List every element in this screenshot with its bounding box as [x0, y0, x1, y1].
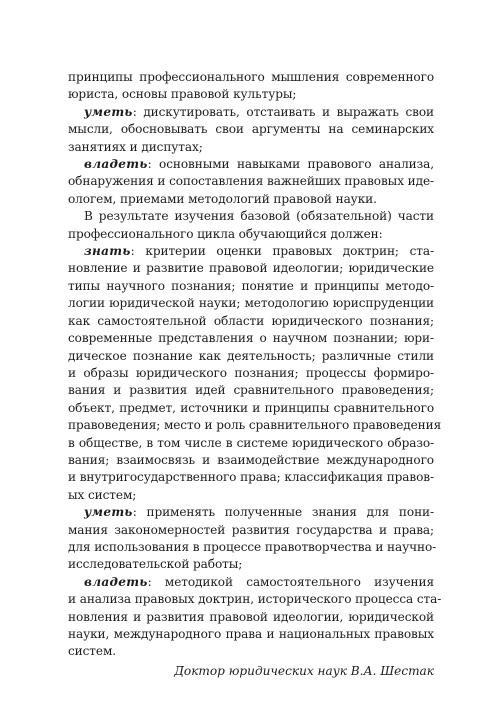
line-text: ых систем;: [68, 487, 137, 502]
line-text: новление и развитие правовой идеологии; юридические: [68, 261, 434, 276]
text-line: [68, 121, 434, 138]
line-text: и внутригосударственного права; классификация правов-: [68, 470, 434, 485]
line-text: как самостоятельной области юридического познания;: [68, 313, 434, 328]
text-line: [68, 348, 434, 365]
line-text: для использования в процессе правотворчества и научно-: [68, 539, 437, 554]
text-line: [68, 435, 434, 452]
text-line: [68, 643, 434, 660]
line-text: логии юридической науки; методологию юриспруденции: [68, 296, 434, 311]
text-line: [68, 330, 434, 347]
line-text: новления и развития правовой идеологии, юридической: [68, 609, 434, 624]
keyword: владеть: [84, 157, 148, 172]
line-text: систем.: [68, 644, 117, 659]
text-line: [68, 487, 434, 504]
text-line: [68, 313, 434, 330]
line-text: объект, предмет, источники и принципы сравнительного: [68, 400, 434, 415]
text-line: [68, 504, 434, 521]
text-line: [68, 417, 442, 434]
line-text: исследовательской работы;: [68, 557, 243, 572]
text-line: [68, 522, 434, 539]
line-text: и анализа правовых доктрин, исторического процесса ста-: [68, 592, 442, 607]
line-text: науки, международного права и национальных правовых: [68, 627, 434, 641]
text-line: [68, 278, 434, 295]
text-line: [68, 609, 434, 626]
body-text: [68, 69, 442, 680]
text-line: [68, 400, 434, 417]
text-line: [68, 86, 434, 103]
text-line: [68, 382, 434, 399]
text-line: [68, 295, 434, 312]
line-text: юриста, основы правовой культуры;: [68, 87, 297, 102]
line-text: : применять полученные знания для пони-: [132, 505, 434, 520]
line-text: : методикой самостоятельного изучения: [147, 574, 434, 589]
text-line: [68, 260, 434, 277]
line-text: мысли, обосновывать свои аргументы на семинарских: [68, 122, 434, 137]
author-signature: Доктор юридических наук В.А. Шестак: [174, 663, 434, 678]
line-text: профессионального цикла обучающийся должен:: [68, 226, 383, 241]
line-text: правоведения; место и роль сравнительного правоведения: [68, 418, 442, 433]
text-line: [68, 226, 434, 243]
line-text: занятиях и диспутах;: [68, 139, 203, 154]
text-line: [68, 208, 434, 225]
text-line: [68, 243, 434, 260]
line-text: В результате изучения базовой (обязательной) части: [84, 209, 434, 224]
line-text: : критерии оценки правовых доктрин; ста-: [130, 244, 434, 259]
text-line: [68, 574, 434, 591]
text-line: [68, 156, 434, 173]
text-line: [68, 139, 434, 156]
line-text: дическое познание как деятельность; различные стили: [68, 348, 434, 363]
text-line: [68, 452, 434, 469]
line-text: современные представления о научном познании; юри-: [68, 331, 434, 346]
text-line: [68, 173, 434, 190]
text-line: [68, 556, 434, 573]
line-text: : дискутировать, отстаивать и выражать свои: [132, 104, 434, 119]
keyword: уметь: [84, 505, 133, 520]
line-text: : основными навыками правового анализа,: [147, 157, 434, 172]
keyword: владеть: [84, 574, 148, 589]
text-line: [68, 191, 434, 208]
text-line: [68, 365, 434, 382]
text-line: [68, 104, 434, 121]
line-text: принципы профессионального мышления современного: [68, 70, 434, 84]
line-text: мания закономерностей развития государства и права;: [68, 522, 434, 537]
keyword: уметь: [84, 104, 133, 119]
line-text: и образы юридического познания; процессы формиро-: [68, 365, 434, 380]
line-text: вания; взаимосвязь и взаимодействие международного: [68, 452, 434, 467]
line-text: типы научного познания; понятие и принципы методо-: [68, 278, 434, 293]
keyword: знать: [84, 244, 131, 259]
text-line: [68, 69, 434, 86]
text-line: [68, 591, 442, 608]
text-line: [68, 539, 437, 556]
text-line: [68, 469, 434, 486]
text-line: [68, 626, 434, 643]
line-text: в обществе, в том числе в системе юридического образо-: [68, 435, 434, 450]
line-text: ологем, приемами методологий правовой науки.: [68, 191, 377, 206]
line-text: обнаружения и сопоставления важнейших правовых иде-: [68, 174, 435, 189]
line-text: вания и развития идей сравнительного правоведения;: [68, 383, 434, 398]
